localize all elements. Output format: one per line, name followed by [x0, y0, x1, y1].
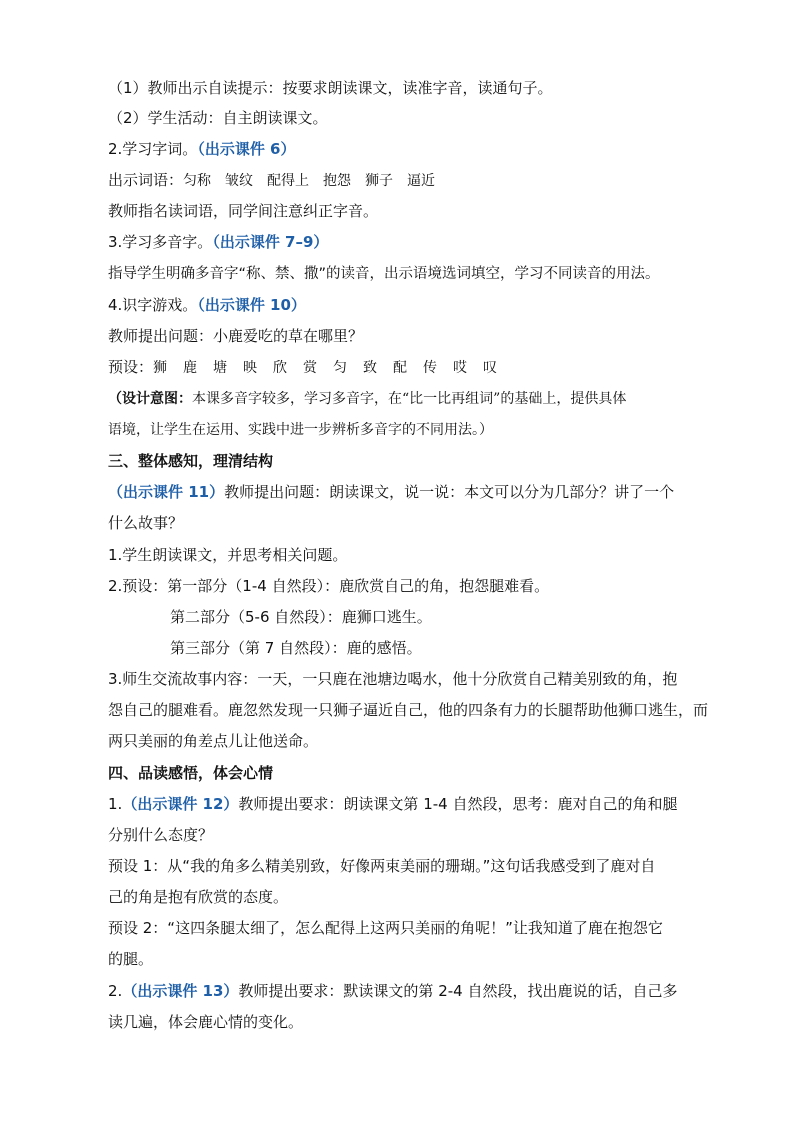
text: 教师提出问题：小鹿爱吃的草在哪里？ — [108, 327, 364, 345]
text: 第二部分（5-6 自然段）：鹿狮口逃生。 — [170, 608, 432, 626]
paragraph-task-2-cont — [0, 1012, 794, 1032]
vocab-word: 抱怨 — [323, 173, 352, 189]
vocab-char: 哎 — [453, 360, 468, 376]
vocab-char: 匀 — [333, 360, 348, 376]
text: 的腿。 — [108, 950, 154, 968]
design-intent-label: （设计意图： — [108, 391, 192, 407]
vocab-char: 配 — [393, 360, 408, 376]
paragraph-polyphonic-guide — [0, 264, 794, 284]
paragraph-story-2 — [0, 700, 794, 720]
vocab-word: 逼近 — [407, 173, 436, 189]
section-title: 四、品读感悟，体会心情 — [108, 764, 274, 782]
design-intent-line-2 — [0, 420, 794, 440]
design-intent-line-1 — [0, 389, 794, 409]
text: 两只美丽的角差点儿让他送命。 — [108, 732, 319, 750]
courseware-ref: （出示课件 7–9） — [212, 233, 329, 251]
text: （1）教师出示自读提示：按要求朗读课文，读准字音，读通句子。 — [108, 79, 553, 97]
vocab-char: 叹 — [483, 360, 498, 376]
text: 语境，让学生在运用、实践中进一步辨析多音字的不同用法。） — [108, 422, 493, 438]
char-list-label: 预设： — [108, 358, 154, 376]
text: 3.师生交流故事内容：一天，一只鹿在池塘边喝水，他十分欣赏自己精美别致的角，抱 — [108, 670, 678, 688]
courseware-ref: （出示课件 13） — [122, 982, 239, 1000]
vocab-char: 鹿 — [183, 360, 198, 376]
text: 3.学习多音字。 — [108, 233, 213, 251]
paragraph-reading-prompt — [0, 78, 794, 98]
text: 本课多音字较多，学习多音字，在“比一比再组词”的基础上，提供具体 — [192, 391, 627, 407]
section-heading-3 — [0, 451, 794, 471]
text: 分别什么态度？ — [108, 826, 214, 844]
text: 2. — [108, 982, 123, 1000]
char-list-line — [0, 357, 794, 378]
vocab-char: 欣 — [273, 360, 288, 376]
text: 2.预设：第一部分（1-4 自然段）：鹿欣赏自己的角，抱怨腿难看。 — [108, 577, 550, 595]
heading-polyphonic — [0, 232, 794, 252]
paragraph-question — [0, 326, 794, 346]
paragraph-preset-1 — [0, 856, 794, 876]
text: 教师指名读词语，同学间注意纠正字音。 — [108, 202, 379, 220]
text: 教师提出要求：默读课文的第 2-4 自然段，找出鹿说的话，自己多 — [238, 982, 678, 1000]
text: 预设 1：从“我的角多么精美别致，好像两束美丽的珊瑚。”这句话我感受到了鹿对自 — [108, 857, 656, 875]
paragraph-overall-question-cont — [0, 513, 794, 533]
text: 1.学生朗读课文，并思考相关问题。 — [108, 546, 348, 564]
paragraph-task-1-cont — [0, 825, 794, 845]
paragraph-story-1 — [0, 669, 794, 689]
vocab-word: 匀称 — [183, 173, 212, 189]
paragraph-preset-part-2 — [0, 607, 794, 627]
vocab-char: 映 — [243, 360, 258, 376]
section-heading-4 — [0, 763, 794, 783]
vocab-word: 狮子 — [365, 173, 394, 189]
paragraph-story-3 — [0, 731, 794, 751]
vocab-char: 塘 — [213, 360, 228, 376]
courseware-ref: （出示课件 12） — [122, 795, 239, 813]
text: 读几遍，体会鹿心情的变化。 — [108, 1013, 304, 1031]
courseware-ref: （出示课件 6） — [197, 140, 296, 158]
text: 预设 2：“这四条腿太细了，怎么配得上这两只美丽的角呢！”让我知道了鹿在抱怨它 — [108, 919, 663, 937]
paragraph-preset-2-cont — [0, 949, 794, 969]
text: 指导学生明确多音字“称、禁、撒”的读音，出示语境选词填空，学习不同读音的用法。 — [108, 266, 660, 282]
courseware-ref: （出示课件 10） — [197, 296, 306, 314]
vocab-char: 传 — [423, 360, 438, 376]
text: 教师提出问题：朗读课文，说一说：本文可以分为几部分？讲了一个 — [224, 483, 675, 501]
text: 怨自己的腿难看。鹿忽然发现一只狮子逼近自己，他的四条有力的长腿帮助他狮口逃生，而 — [108, 701, 709, 719]
text: 教师提出要求：朗读课文第 1-4 自然段，思考：鹿对自己的角和腿 — [238, 795, 678, 813]
paragraph-preset-2 — [0, 918, 794, 938]
paragraph-task-2 — [0, 981, 794, 1001]
text: （2）学生活动：自主朗读课文。 — [108, 109, 328, 127]
paragraph-step-1 — [0, 545, 794, 565]
word-list-line — [0, 170, 794, 191]
paragraph-preset-1-cont — [0, 887, 794, 907]
text: 第三部分（第 7 自然段）：鹿的感悟。 — [170, 639, 422, 657]
vocab-char: 致 — [363, 360, 378, 376]
text: 1. — [108, 795, 123, 813]
paragraph-task-1 — [0, 794, 794, 814]
vocab-char: 狮 — [153, 360, 168, 376]
heading-word-game — [0, 295, 794, 315]
paragraph-read-words — [0, 201, 794, 221]
text: 2.学习字词。 — [108, 140, 198, 158]
paragraph-student-activity — [0, 108, 794, 128]
paragraph-preset-part-3 — [0, 638, 794, 658]
section-title: 三、整体感知，理清结构 — [108, 452, 274, 470]
vocab-word: 配得上 — [267, 173, 310, 189]
word-list-label: 出示词语： — [108, 171, 184, 189]
paragraph-overall-question — [0, 482, 794, 502]
heading-learn-words — [0, 139, 794, 159]
text: 什么故事？ — [108, 514, 184, 532]
text: 己的角是抱有欣赏的态度。 — [108, 888, 289, 906]
text: 4.识字游戏。 — [108, 296, 198, 314]
vocab-char: 赏 — [303, 360, 318, 376]
vocab-word: 皱纹 — [225, 173, 254, 189]
courseware-ref: （出示课件 11） — [108, 483, 225, 501]
paragraph-preset-part-1 — [0, 576, 794, 596]
